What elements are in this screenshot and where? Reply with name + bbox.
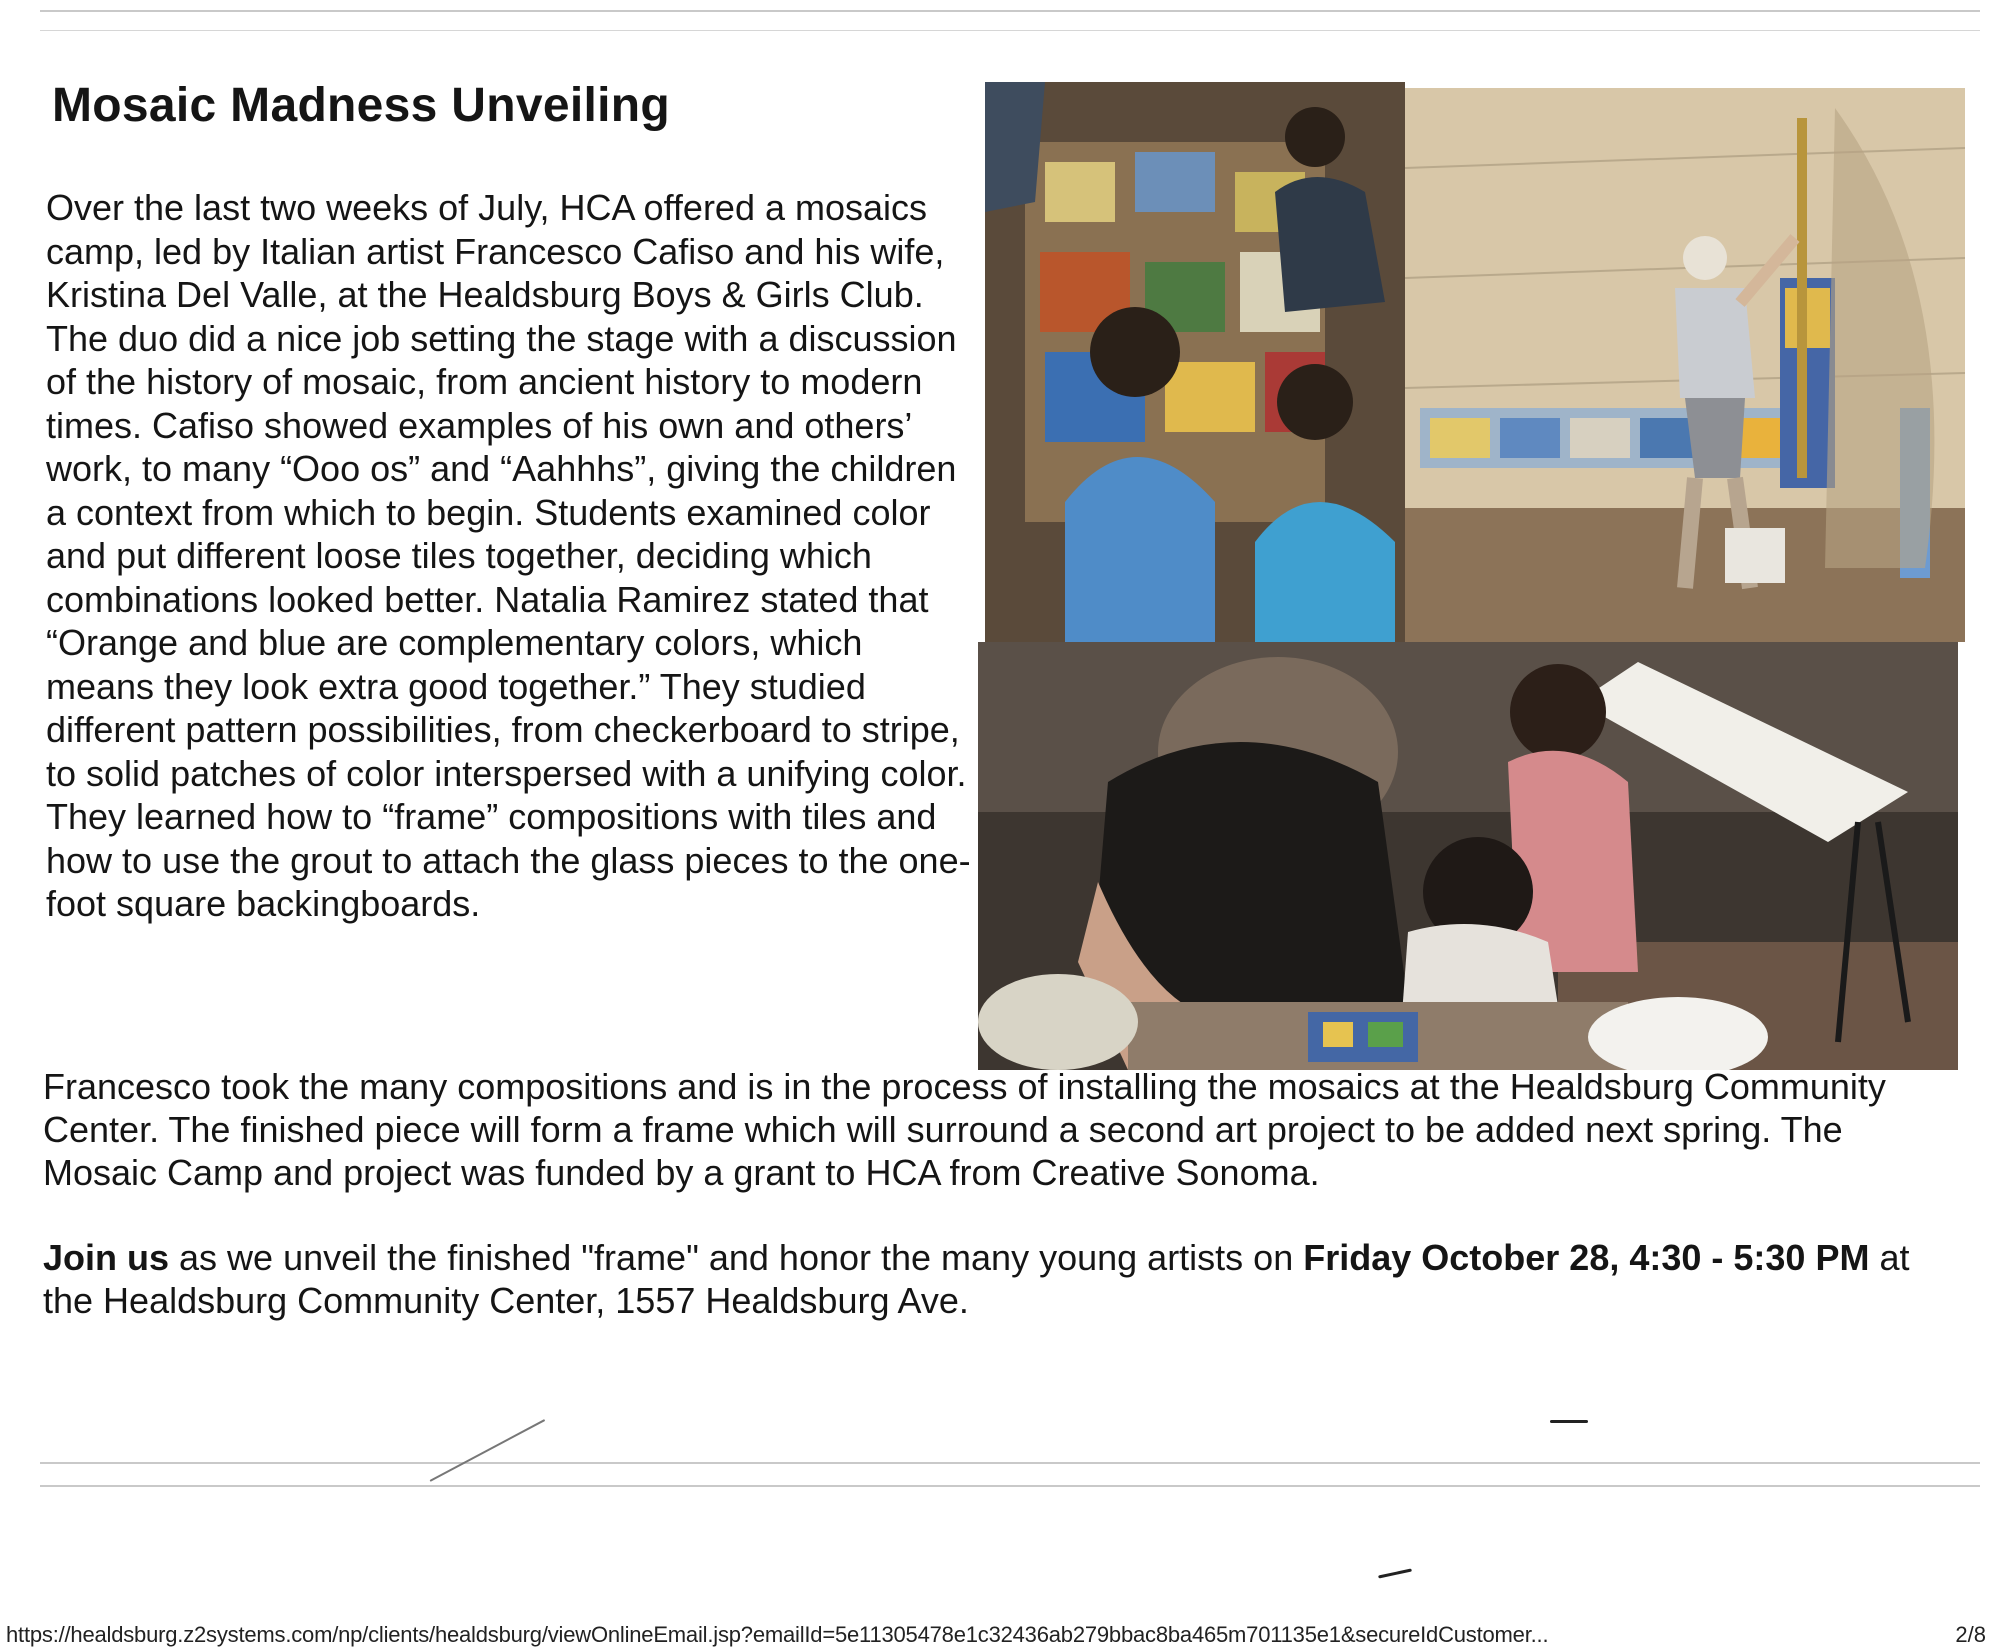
invite-datetime: Friday October 28, 4:30 - 5:30 PM: [1303, 1237, 1870, 1278]
top-divider: [40, 10, 1980, 12]
photo-children-at-mosaic-table: [985, 82, 1405, 642]
footer-url[interactable]: https://healdsburg.z2systems.com/np/clients/healdsburg/viewOnlineEmail.jsp?emailId=5e11305478e1c32436ab279bbac8ba465m701135e1&secureIdCustomer...: [6, 1622, 1549, 1647]
bottom-divider-secondary: [40, 1485, 1980, 1487]
article-body: Over the last two weeks of July, HCA offered a mosaics camp, led by Italian artist Francesco Cafiso and his wife, Kristina Del Valle, at the Healdsburg Boys & Girls Club. The duo did a nice job setting the stage with a discussion of the history of mosaic, from ancient history to modern times. Cafiso showed examples of his own and others’ work, to many “Ooo os” and “Aahhhs”, giving the children a context from which to begin. Students examined color and put different loose tiles together, deciding which combinations looked better. Natalia Ramirez stated that “Orange and blue are complementary colors, which means they look extra good together.” They studied different pattern possibilities, from checkerboard to stripe, to solid patches of color interspersed with a unifying color. They learned how to “frame” compositions with tiles and how to use the grout to attach the glass pieces to the one-foot square backingboards.: [46, 187, 971, 924]
invite-location: at the Healdsburg Community Center, 1557 Healdsburg Ave.: [43, 1237, 1910, 1321]
event-invitation: [43, 1236, 1963, 1322]
photo-man-installing-mosaic: [1405, 88, 1965, 642]
scan-mark: [1550, 1420, 1588, 1423]
invite-lead: Join us: [43, 1237, 170, 1278]
photo-woman-helping-child: [978, 642, 1958, 1070]
scan-stroke: [430, 1419, 546, 1482]
article-title: Mosaic Madness Unveiling: [52, 79, 671, 132]
footer-page-number: 2/8: [1955, 1622, 1986, 1647]
invite-middle: as we unveil the finished "frame" and honor the many young artists on: [169, 1237, 1304, 1278]
bottom-divider: [40, 1462, 1980, 1464]
scan-mark: [1378, 1568, 1412, 1578]
top-divider-secondary: [40, 30, 1980, 31]
article-body-installation: Francesco took the many compositions and is in the process of installing the mosaics at the Healdsburg Community Center. The finished piece will form a frame which will surround a second art project to be added next spring. The Mosaic Camp and project was funded by a grant to HCA from Creative Sonoma.: [43, 1066, 1886, 1193]
